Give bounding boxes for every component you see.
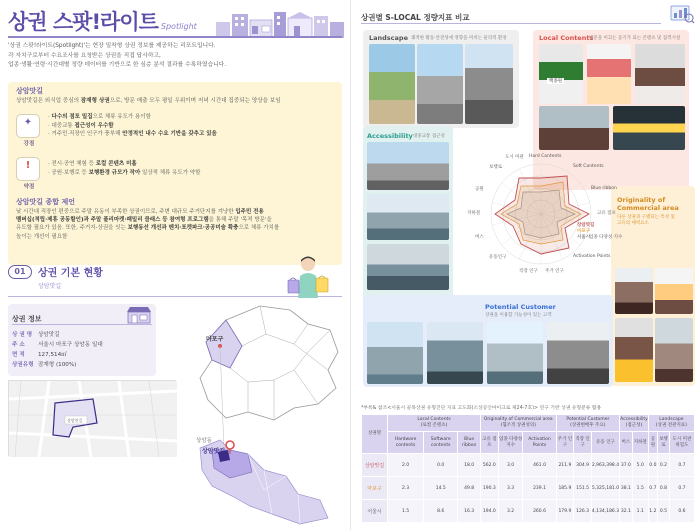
table-column-row <box>362 432 695 454</box>
table-cell: 0.0 <box>424 454 458 477</box>
proposal-emphasis: 멤버십(적립·제휴 공동할인)과 주말 플리마켓·패밀리 클래스 등 참여형 프로그램 <box>16 217 209 224</box>
potential-photo-4 <box>547 322 609 384</box>
potential-photo-3 <box>487 322 543 384</box>
brand-title: 상권 스팟!라이트 <box>8 10 158 34</box>
table-cell: 2,963,398.4 <box>591 454 619 477</box>
district-label: 마포구 <box>206 336 224 343</box>
radar-axis-label: 업종 다양성 지수 <box>589 235 623 240</box>
table-column-header: 고유 점포 <box>481 432 499 454</box>
thumbs-up-icon: ✦ <box>16 114 40 138</box>
radar-axis-label: 버스 <box>475 235 484 240</box>
table-group-header: Accessibility (접근성) <box>620 415 649 432</box>
proposal-text-c: 을 통해 주말 '목적 방문'을 <box>208 217 272 224</box>
table-column-header: Activation Points <box>523 432 556 454</box>
storefront-skyline-illustration <box>216 8 344 38</box>
weakness-label: 약점 <box>23 184 35 190</box>
table-group-header: Originality of Commercial area (협조적 상권성의) <box>481 415 557 432</box>
local-contents-title: Local Contents <box>539 34 594 42</box>
table-cell: 562.0 <box>481 454 499 477</box>
table-cell: 0.0 <box>648 454 657 477</box>
table-cell: 2.3 <box>388 477 424 500</box>
list-item <box>48 113 338 122</box>
table-group-header: Potential Customer (상권변배후 주요) <box>556 415 620 432</box>
table-column-header: 주거 인구 <box>556 432 574 454</box>
table-cell: 14.5 <box>424 477 458 500</box>
proposal-line <box>16 233 338 241</box>
table-group-header: Local Contents (로컬 콘텐츠) <box>388 415 481 432</box>
local-photo-cafe <box>635 44 685 104</box>
person-with-bags-illustration <box>270 254 340 298</box>
radar-axis-label: Activation Points <box>573 254 611 259</box>
landscape-photo-park <box>369 44 415 124</box>
landscape-photo-street <box>417 44 463 124</box>
radar-legend-sangam: 상암맛길 <box>577 223 595 228</box>
table-cell: 0.7 <box>669 454 694 477</box>
summary-text <box>16 97 336 106</box>
info-key: 상 권 명 <box>12 332 33 338</box>
table-cell: 2.0 <box>388 454 424 477</box>
proposal-text-a: 높이는 개선이 필요함 <box>16 233 68 240</box>
table-cell: 1.1 <box>632 500 648 523</box>
section-subtitle: 상암맛길 <box>38 283 62 290</box>
info-title: 상권 정보 <box>12 315 42 323</box>
table-column-header: 도시 미관 위험도 <box>669 432 694 454</box>
table-row <box>362 500 695 523</box>
proposal-emphasis: 보행동선 개선과 벤치·포켓파크·공공미술 확충 <box>127 225 239 232</box>
radar-axis-label: 보행로 <box>489 165 503 170</box>
shop-icon <box>126 306 152 324</box>
table-cell: 0.6 <box>669 500 694 523</box>
radar-axis-label: Blue ribbon <box>591 186 617 191</box>
info-key: 주 소 <box>12 342 25 348</box>
list-item-text: · 거주민·직장인 인구가 풍부해 <box>48 131 123 138</box>
table-cell: 4,134,186.3 <box>591 500 619 523</box>
table-cell: 185.9 <box>556 477 574 500</box>
potential-title: Potential Customer <box>485 303 556 311</box>
shop-sign: 백종원 <box>549 79 563 84</box>
table-cell: 37.0 <box>620 454 633 477</box>
title-divider <box>361 23 661 24</box>
list-item-text: 으로 체류 유도가 용이함 <box>92 114 151 120</box>
radar-axis-label: 공원 <box>475 187 484 192</box>
info-value: 127,514㎡ <box>38 352 67 358</box>
report-analytics-icon <box>669 4 695 24</box>
intro-line: 업종·생활·연령·시간대별 정량 데이터를 기반으로 한 심층 분석 결과를 수록하였습니다. <box>8 62 227 69</box>
local-photo-store <box>587 44 631 104</box>
indicator-table <box>361 414 695 523</box>
originality-photo-3 <box>615 318 653 382</box>
intro-line: '상권 스팟!라이트(Spotlight)'는 현장 밀착형 상권 정보를 제공하는 리포트입니다. <box>8 43 216 49</box>
table-cell: 304.9 <box>574 454 592 477</box>
summary-heading: 상암맛길 <box>16 87 44 95</box>
table-note: *부록& 참조<서울시 골목상권 유형진단 지표 고도화(소상공인마이크로 제24-7호)> 연구 기반 상권 유형분류 활용 <box>361 406 602 411</box>
originality-desc-1: 다른 상권과 구별되는 특성 및 <box>617 215 675 220</box>
section-title: 상권 기본 현황 <box>38 268 103 279</box>
table-cell: 5,325,181.0 <box>591 477 619 500</box>
street-map-label: 상암맛길 <box>67 418 83 423</box>
street-map-drawing <box>9 381 177 457</box>
list-item-text: · 대중교통 <box>48 122 75 129</box>
list-item-text: · 전시·공연 체험 등 <box>48 161 96 167</box>
accessibility-photo-station <box>367 142 449 190</box>
table-column-header: 업종 다양성 지수 <box>498 432 523 454</box>
local-photo-night <box>613 106 685 150</box>
table-cell: 461.0 <box>523 454 556 477</box>
table-row-name: 마포구 <box>362 477 388 500</box>
table-row-name: 상암맛길 <box>362 454 388 477</box>
proposal-line <box>16 216 338 224</box>
section-number: 01 <box>8 265 32 279</box>
list-item-emphasis: 로컬 콘텐츠 미흡 <box>95 161 137 167</box>
table-group-header: Landscape (상권 전관지표) <box>648 415 694 432</box>
accessibility-desc: 대중교통 접근성 <box>413 134 445 139</box>
table-body <box>362 454 695 523</box>
potential-desc: 상권을 이용할 가능성이 있는 고객 <box>485 313 552 318</box>
radar-axis-label: Hard Contents <box>529 154 562 159</box>
table-cell: 0.7 <box>648 477 657 500</box>
proposal-text <box>16 208 338 241</box>
table-cell: 49.8 <box>458 477 481 500</box>
info-row-address <box>12 340 103 348</box>
intro-line: 각 자치구로부터 수요조사를 요청받은 상권을 직접 답사하고, <box>8 52 161 59</box>
info-value: 잠재형 (100%) <box>38 362 77 368</box>
radar-legend-mapo: 마포구 <box>577 229 591 234</box>
table-corner-header: 상권명 <box>362 415 388 454</box>
table-cell: 239.1 <box>523 477 556 500</box>
accessibility-title: Accessibility <box>367 132 413 140</box>
table-row-name: 서울시 <box>362 500 388 523</box>
list-item-emphasis: 접근성이 우수함 <box>74 122 114 129</box>
warning-icon: ! <box>16 157 40 181</box>
radar-axis-label: Soft Contents <box>573 164 604 169</box>
table-cell: 0.8 <box>657 477 669 500</box>
table-column-header: Blue ribbon <box>458 432 481 454</box>
table-column-header: 공원 <box>648 432 657 454</box>
table-cell: 18.0 <box>458 454 481 477</box>
list-item-text: · <box>48 114 52 120</box>
table-cell: 190.3 <box>481 477 499 500</box>
radar-axis-label: 주거 인구 <box>545 269 564 274</box>
radar-legend-seoul: 서울시 <box>577 235 591 240</box>
landscape-title: Landscape <box>369 34 408 42</box>
region-label: 상암동 <box>196 438 212 444</box>
radar-axis-label: 직장 인구 <box>519 269 538 274</box>
table-cell: 126.3 <box>574 500 592 523</box>
table-cell: 151.5 <box>574 477 592 500</box>
originality-photo-1 <box>615 268 653 314</box>
intro-text <box>8 42 338 71</box>
table-group-row <box>362 415 695 432</box>
proposal-text-a: 유도할 필요가 있음. 또한, 주거지-상권을 잇는 <box>16 225 128 232</box>
list-item-emphasis: 안정적인 내수 수요 기반을 갖추고 있음 <box>122 131 217 138</box>
proposal-line <box>16 208 338 216</box>
summary-text-b: 잠재형 상권 <box>80 98 110 104</box>
list-item <box>48 122 338 131</box>
table-cell: 38.1 <box>620 477 633 500</box>
info-value: 서울시 마포구 상암동 일대 <box>38 342 103 348</box>
table-cell: 3.3 <box>498 477 523 500</box>
info-row-name <box>12 330 60 338</box>
table-cell: 5.0 <box>632 454 648 477</box>
table-column-header: Software contents <box>424 432 458 454</box>
table-column-header: Hardware contents <box>388 432 424 454</box>
info-row-area <box>12 350 67 358</box>
list-item-emphasis: 다수의 점포 밀집 <box>51 114 93 120</box>
proposal-text-c: 으로 체류 가치를 <box>238 225 280 232</box>
info-key: 상권유형 <box>12 362 34 368</box>
table-cell: 260.6 <box>523 500 556 523</box>
header-divider <box>8 36 342 38</box>
originality-photo-2 <box>655 268 693 314</box>
list-item <box>48 160 338 169</box>
list-item <box>48 169 338 178</box>
summary-text-a: 상암맛길은 외식업 중심의 <box>16 98 81 104</box>
proposal-text-a: 낮 시간대 직장인 편중으로 주말 유동이 부족한 상권이므로, 주변 대규모 주거단지를 겨냥한 <box>16 209 236 215</box>
table-cell: 211.9 <box>556 454 574 477</box>
table-cell: 194.0 <box>481 500 499 523</box>
radar-axis-label: 지하철 <box>467 211 481 216</box>
brand-tag: Spotlight <box>160 22 197 31</box>
info-value: 상암맛길 <box>38 332 60 338</box>
table-column-header: 유동 인구 <box>591 432 619 454</box>
potential-photo-2 <box>427 322 483 384</box>
local-photo-shop <box>539 44 583 104</box>
table-column-header: 직장 인구 <box>574 432 592 454</box>
list-item-text: 일상적 체류 유도가 약함 <box>140 169 201 176</box>
info-row-type <box>12 360 76 368</box>
proposal-emphasis: 입주민 전용 <box>235 209 264 215</box>
table-cell: 8.6 <box>424 500 458 523</box>
weakness-list <box>48 160 338 177</box>
info-divider <box>12 324 152 325</box>
local-photo-food <box>539 106 609 150</box>
table-row <box>362 454 695 477</box>
table-cell: 0.2 <box>657 454 669 477</box>
map-callout: 상암맛길 <box>202 448 226 455</box>
landscape-photo-road <box>465 44 513 124</box>
radar-axis-label: 도시 미관 <box>505 155 524 160</box>
table-cell: 3.2 <box>498 500 523 523</box>
summary-text-c: 으로, 방문 매출 모두 평일 우위이며 저녁 시간대 집중되는 양상을 보임 <box>109 98 281 104</box>
table-cell: 1.2 <box>648 500 657 523</box>
potential-photo-1 <box>367 322 423 384</box>
landscape-desc: 쾌적한 활동·안전성에 영향을 미치는 물리적 환경 <box>411 36 507 41</box>
originality-desc-2: 고유의 매력요소 <box>617 221 649 226</box>
page-title: 상권별 S-LOCAL 정량지표 비교 <box>361 13 470 22</box>
local-contents-desc: 방문을 이끄는 동기가 되는 콘텐츠 및 집객시설 <box>589 36 681 41</box>
street-map <box>8 380 176 456</box>
table-cell: 179.9 <box>556 500 574 523</box>
report-brand <box>8 6 197 36</box>
strength-label: 강점 <box>23 141 35 147</box>
radar-series-sangam <box>495 176 589 254</box>
radar-chart <box>465 148 623 283</box>
radar-axis-label: 유동인구 <box>489 255 507 260</box>
list-item-text: · 공원·보행로 등 <box>48 169 89 176</box>
radar-axis-label: 고유 점포 <box>597 211 616 216</box>
list-item-emphasis: 보행환경 규모가 작아 <box>88 169 141 176</box>
table-cell: 1.5 <box>632 477 648 500</box>
accessibility-photo-crossing <box>367 244 449 290</box>
table-cell: 3.0 <box>498 454 523 477</box>
info-key: 면 적 <box>12 352 25 358</box>
proposal-line <box>16 224 338 232</box>
strength-list <box>48 113 338 139</box>
table-column-header: 버스 <box>620 432 633 454</box>
table-cell: 1.5 <box>388 500 424 523</box>
table-column-header: 보행로 <box>657 432 669 454</box>
list-item <box>48 130 338 139</box>
table-row <box>362 477 695 500</box>
table-cell: 0.7 <box>669 477 694 500</box>
right-page <box>350 0 700 530</box>
accessibility-photo-bus <box>367 194 449 240</box>
table-cell: 16.3 <box>458 500 481 523</box>
originality-title: Originality of Commercial area <box>617 196 679 212</box>
originality-photo-4 <box>655 318 693 382</box>
table-cell: 32.1 <box>620 500 633 523</box>
table-cell: 0.5 <box>657 500 669 523</box>
proposal-heading: 상암맛길 종합 제언 <box>16 198 75 206</box>
table-column-header: 지하철 <box>632 432 648 454</box>
